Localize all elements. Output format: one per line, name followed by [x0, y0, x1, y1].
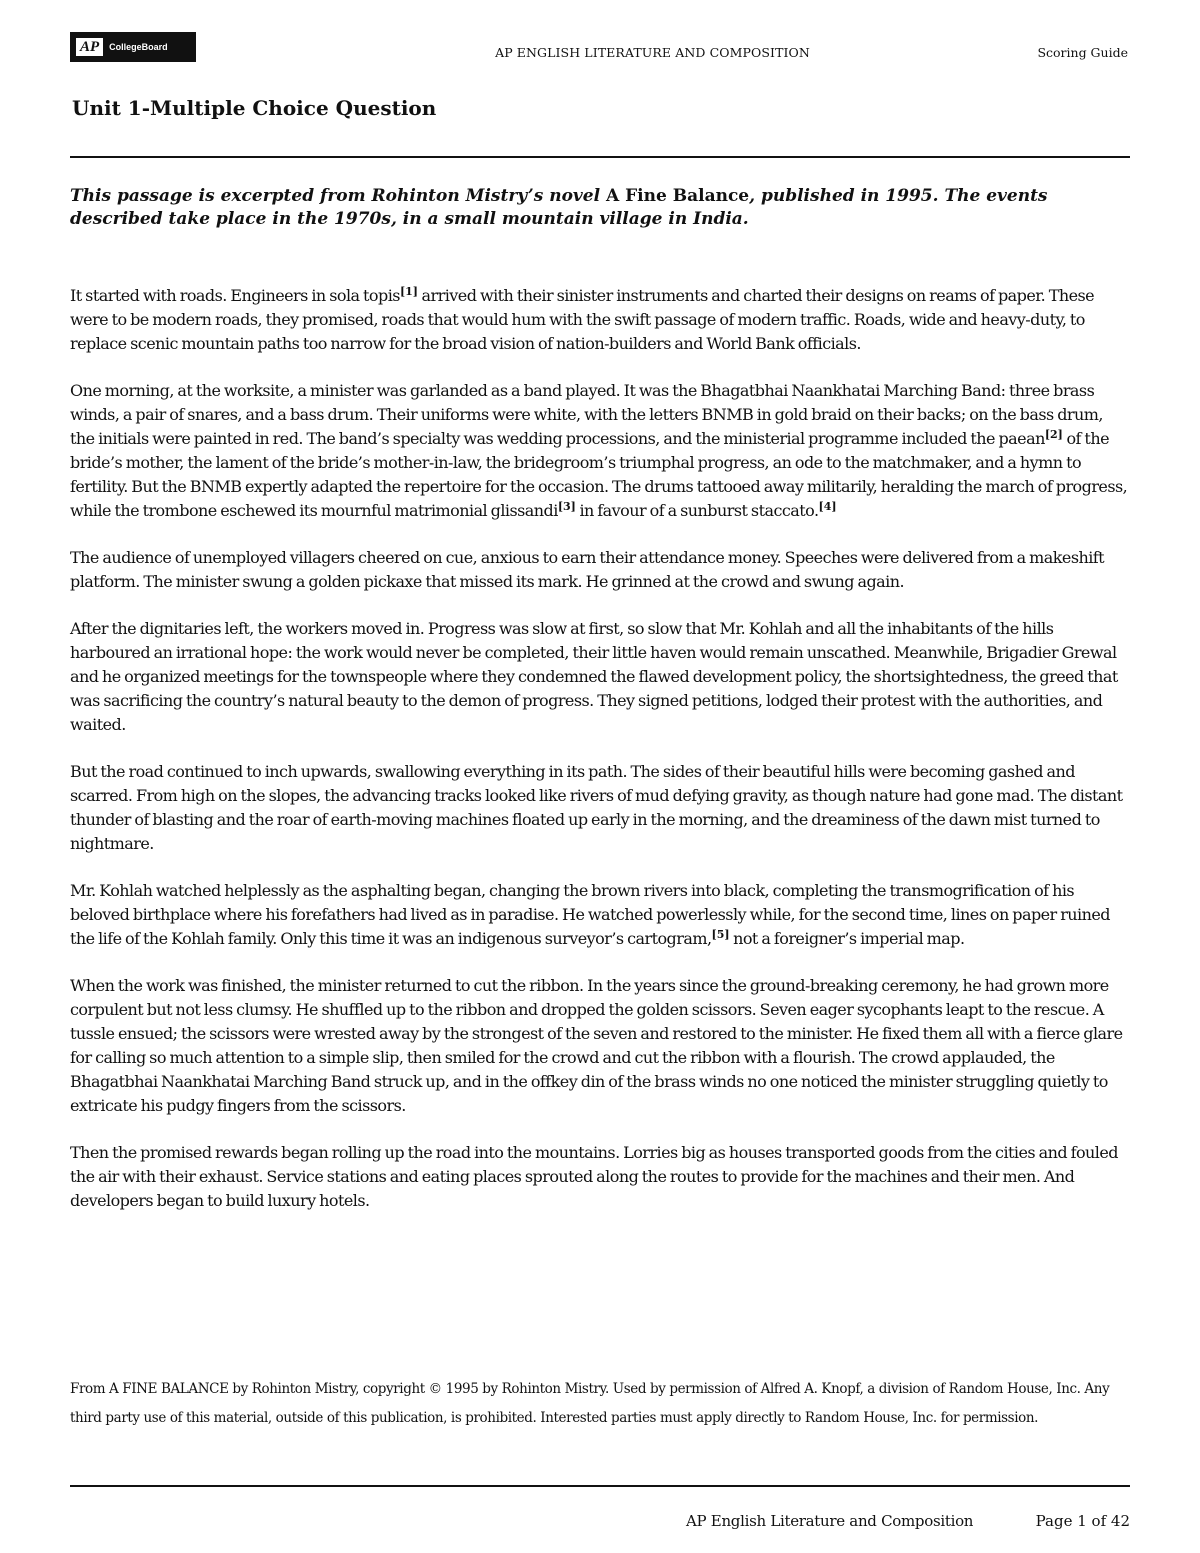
footnote-ref-5[interactable]: [5] [711, 928, 730, 941]
page-number: Page 1 of 42 [1035, 1512, 1130, 1530]
passage-paragraph-5: But the road continued to inch upwards, swallowing everything in its path. The sides of their beautiful hills were becoming gashed and scarred. From high on the slopes, the advancing tracks looked like rivers of mud defying gravity, as though nature had gone mad. The distant thunder of blasting and the roar of earth-moving machines floated up early in the morning, and the dreaminess of the dawn mist turned to nightmare. [70, 762, 1123, 853]
intro-text-after: , published in 1995. The events described take place in the 1970s, in a small mountain village in India. [70, 186, 1048, 229]
page-title: Unit 1-Multiple Choice Question [72, 96, 437, 120]
paragraph-text: Mr. Kohlah watched helplessly as the asphalting began, changing the brown rivers into black, completing the transmogrification of his beloved birthplace where his forefathers had lived as in paradise. He watched powerlessly while, for the second time, lines on paper ruined the life of the Kohlah family. Only this time it was an indigenous surveyor’s cartogram, [70, 881, 1110, 948]
passage-paragraph-3: The audience of unemployed villagers cheered on cue, anxious to earn their attendance money. Speeches were delivered from a makeshift platform. The minister swung a golden pickaxe that missed its mark. He grinned at the crowd and swung again. [70, 548, 1105, 591]
copyright-credit: From A FINE BALANCE by Rohinton Mistry, copyright © 1995 by Rohinton Mistry. Used by permission of Alfred A. Knopf, a division of Random House, Inc. Any third party use of this material, outside of this publication, is prohibited. Interested parties must apply directly to Random House, Inc. for permission. [70, 1381, 1110, 1426]
passage-paragraph-6 [70, 879, 1130, 951]
footnote-ref-2[interactable]: [2] [1044, 428, 1063, 441]
header-scoring-guide: Scoring Guide [1037, 45, 1128, 60]
footer-divider [70, 1485, 1130, 1487]
paragraph-text: It started with roads. Engineers in sola topis [70, 286, 400, 305]
paragraph-text: not a foreigner’s imperial map. [729, 929, 965, 948]
footer-course-name: AP English Literature and Composition [686, 1512, 974, 1530]
passage-paragraph-7: When the work was finished, the minister returned to cut the ribbon. In the years since the ground-breaking ceremony, he had grown more corpulent but not less clumsy. He shuffled up to the ribbon and dropped the golden scissors. Seven eager sycophants leapt to the rescue. A tussle ensued; the scissors were wrested away by the strongest of the seven and restored to the minister. He fixed them all with a fierce glare for calling so much attention to a simple slip, then smiled for the crowd and cut the ribbon with a flourish. The crowd applauded, the Bhagatbhai Naankhatai Marching Band struck up, and in the offkey din of the brass winds no one noticed the minister struggling quietly to extricate his pudgy fingers from the scissors. [70, 976, 1123, 1115]
header-course-title: AP ENGLISH LITERATURE AND COMPOSITION [495, 45, 810, 60]
collegeboard-logo-text: CollegeBoard [109, 42, 168, 52]
paragraph-text: in favour of a sunburst staccato. [575, 501, 819, 520]
passage-paragraph-2 [70, 379, 1130, 523]
footnote-ref-3[interactable]: [3] [557, 500, 576, 513]
paragraph-text: One morning, at the worksite, a minister was garlanded as a band played. It was the Bhagatbhai Naankhatai Marching Band: three brass winds, a pair of snares, and a bass drum. Their uniforms were white, with the letters BNMB in gold braid on their backs; on the bass drum, the initials were painted in red. The band’s specialty was wedding processions, and the ministerial programme included the paean [70, 381, 1103, 448]
passage-body [70, 284, 1130, 1236]
paragraph-text: arrived with their sinister instruments and charted their designs on reams of paper. These were to be modern roads, they promised, roads that would hum with the swift passage of modern traffic. Roads, wide and heavy-duty, to replace scenic mountain paths too narrow for the broad vision of nation-builders and World Bank officials. [70, 286, 1095, 353]
passage-intro [70, 185, 1128, 231]
paragraph-text: of the bride’s mother, the lament of the bride’s mother-in-law, the bridegroom’s triumphal progress, an ode to the matchmaker, and a hymn to fertility. But the BNMB expertly adapted the repertoire for the occasion. The drums tattooed away militarily, heralding the march of progress, while the trombone eschewed its mournful matrimonial glissandi [70, 429, 1128, 520]
intro-text-before: This passage is excerpted from Rohinton Mistry’s novel [70, 186, 601, 206]
header-divider [70, 156, 1130, 158]
footnote-ref-1[interactable]: [1] [399, 285, 419, 298]
intro-novel-title: A Fine Balance [606, 186, 750, 206]
passage-paragraph-1 [70, 284, 1130, 356]
footnote-ref-4[interactable]: [4] [818, 500, 837, 513]
passage-paragraph-8: Then the promised rewards began rolling up the road into the mountains. Lorries big as houses transported goods from the cities and fouled the air with their exhaust. Service stations and eating places sprouted along the routes to provide for the machines and their men. And developers began to build luxury hotels. [70, 1143, 1118, 1210]
passage-paragraph-4: After the dignitaries left, the workers moved in. Progress was slow at first, so slow that Mr. Kohlah and all the inhabitants of the hills harboured an irrational hope: the work would never be completed, their little haven would remain unscathed. Meanwhile, Brigadier Grewal and he organized meetings for the townspeople where they condemned the flawed development policy, the shortsightedness, the greed that was sacrificing the country’s natural beauty to the demon of progress. They signed petitions, lodged their protest with the authorities, and waited. [70, 619, 1118, 734]
ap-logo-mark: AP [76, 38, 103, 56]
